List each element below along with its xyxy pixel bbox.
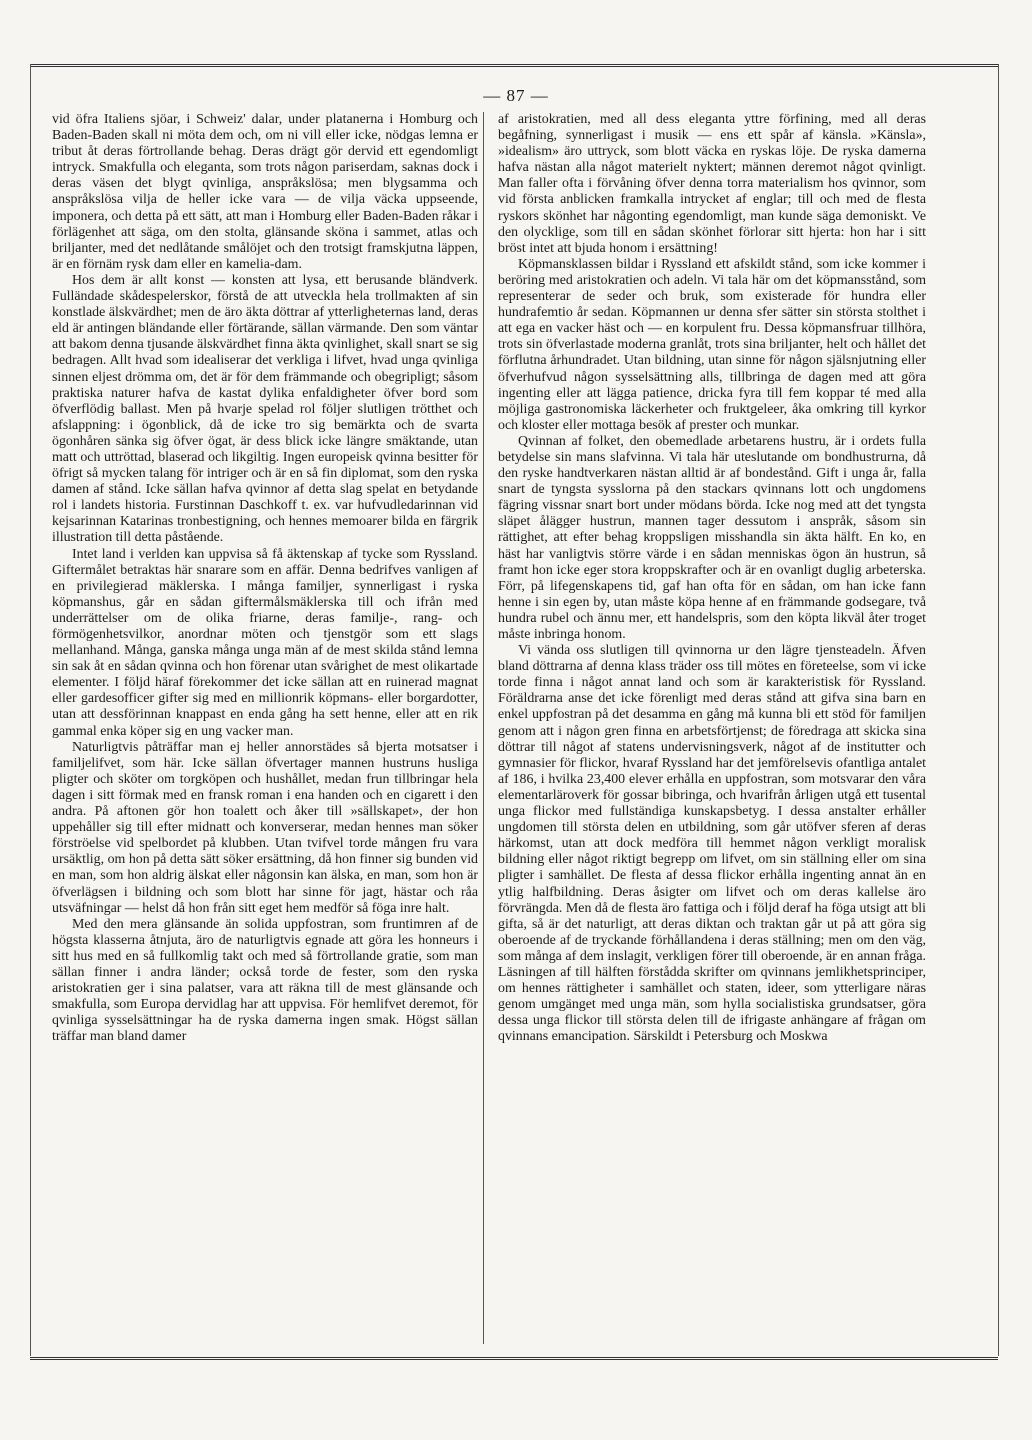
page-number: — 87 — [483, 86, 549, 105]
paragraph: Intet land i verlden kan uppvisa så få äktenskap af tycke som Ryssland. Giftermålet betraktas här snarare som en affär. Denna bedrifves vanligen af en privilegierad mäklerska. I många familjer, synnerligast i ryska köpmanshus, går en sådan giftermålsmäklerska till och ifrån med underrättelser om de olika friarne, deras familje-, rang- och förmögenhetsvilkor, anordnar möten och tjenstgör som ett slags mellanhand. Många, ganska många unga män af de mest skilda stånd lemna sin sak åt en sådan qvinna och hon förenar utan svårighet de mest olikartade elementer. I följd häraf förekommer det icke sällan att en ruinerad magnat eller gardesofficer gifter sig med en millionrik köpmans- eller borgardotter, utan att dessförinnan knappast en enda gång ha sett henne, eller att en rik gammal enka köper sig en ung vacker man. [52, 546, 478, 739]
left-border-rule [30, 64, 31, 1356]
paragraph: Köpmansklassen bildar i Ryssland ett afskildt stånd, som icke kommer i beröring med aristokratien och adeln. Vi tala här om det köpmansstånd, som representerar de seder och bruk, som existerade för hundra eller hundrafemtio år sedan. Köpmannen ur denna sfer sätter sin största stolthet i att ega en vacker häst och — en korpulent fru. Dessa köpmansfruar tillhöra, trots sin öfverlastade moderna granlåt, trots sina briljanter, helt och hållet det förflutna århundradet. Utan bildning, utan sinne för någon själsnjutning eller öfverhufvud någon sysselsättning alls, tillbringa de dagen med att göra ingenting eller att lägga patience, dricka fyra till fem koppar té med alla möjliga gastronomiska läckerheter och fruktgeleer, åka omkring till kyrkor och kloster eller mottaga besök af prester och munkar. [498, 256, 926, 433]
right-border-rule [998, 64, 999, 1356]
paragraph: Naturligtvis påträffar man ej heller annorstädes så bjerta motsatser i familjelifvet, som här. Icke sällan öfvertager mannen hustruns husliga pligter och sköter om torgköpen och hushållet, medan frun tillbringar hela dagen i sitt förmak med en fransk roman i ena handen och en cigarett i den andra. På aftonen gör hon toalett och åker till »sällskapet», der hon uppehåller sig till efter midnatt och konverserar, medan hennes man söker förströelse vid spelbordet på klubben. Utan tvifvel torde mången fru vara ursäktlig, om hon på detta sätt söker ersättning, då hon finner sig bunden vid en man, som hon aldrig älskat eller någonsin kan älska, en man, som hon är öfverlägsen i bildning och som blott har sinne för jagt, hästar och råa utsväfningar — helst då hon från sitt eget hem medför så föga inre halt. [52, 739, 478, 916]
column-divider [483, 112, 484, 1344]
paragraph: Vi vända oss slutligen till qvinnorna ur den lägre tjensteadeln. Äfven bland döttrarna af denna klass träder oss till mötes en företeelse, som vi icke torde finna i något annat land och som är karakteristisk för Ryssland. Föräldrarna anse det icke förenligt med deras stånd att gifva sina barn en enkel uppfostran på det desamma en gång må kunna bli ett stöd för familjen genom att i någon gren finna en arbetsförtjenst; de föredraga att skicka sina döttrar till något af statens undervisningsverk, något af de institutter och gymnasier för flickor, hvaraf Ryssland har det jemförelsevis ofantliga antalet af 186, i hvilka 23,400 elever erhålla en uppfostran, som motsvarar den våra elementarläroverk för gossar bibringa, och hvarifrån årligen utgå ett tusental unga flickor med fullständiga kunskapsbetyg. I dessa anstalter erhåller ungdomen till största delen en utbildning, som går utöfver sferen af deras härkomst, utan att dock medföra till hemmet någon verkligt moralisk bildning eller något riktigt begrepp om lifvet, om sin ställning eller om sina pligter i samhället. De flesta af dessa flickor erhålla ingenting annat än en ytlig halfbildning. Deras åsigter om lifvet och om deras kallelse äro förvrängda. Men då de flesta äro fattiga och i följd deraf ha föga utsigt att bli gifta, så är det naturligt, att deras diktan och traktan går ut på att göra sig oberoende af de tryckande förhållandena i deras ställning; men om den väg, som många af dem inslagit, verkligen förer till oberoende, är en annan fråga. Läsningen af till hälften förstådda skrifter om qvinnans jemlikhetsprinciper, om hennes rättigheter i samhället och staten, ideer, som ytterligare näras genom umgänget med unga män, som hylla socialistiska grundsatser, göra dessa unga flickor till största delen till de ifrigaste anhängare af frågan om qvinnans emancipation. Särskildt i Petersburg och Moskwa [498, 643, 926, 1045]
paragraph: Hos dem är allt konst — konsten att lysa, ett berusande bländverk. Fulländade skådespelerskor, förstå de att utveckla hela trollmakten af sin konstlade älskvärdhet; men de äro äkta döttrar af ytterligheternas land, deras eld är antingen bländande eller förtärande, sällan värmande. Den som väntar att bakom denna tjusande älskvärdhet finna äkta qvinlighet, skall snart se sig bedragen. Allt hvad som idealiserar det verkliga i lifvet, hvad unga qvinliga sinnen eljest drömma om, det är för dem främmande och obegripligt; såsom praktiska naturer hafva de kastat dylika enfaldigheter öfver bord som öfverflödig ballast. Men på hvarje spelad rol följer slutligen trötthet och afslappning: i ögonblick, då de icke tro sig bemärkta och de svarta ögonhåren sänka sig öfver ögat, är dess blick icke längre smäktande, utan matt och uttröttad, blaserad och likgiltig. Ingen europeisk qvinna besitter för öfrigt så mycken talang för intriger och är en så fin diplomat, som den ryska damen af stånd. Icke sällan hafva qvinnor af detta slag spelat en betydande rol i landets historia. Furstinnan Daschkoff t. ex. var hufvudledarinnan vid kejsarinnan Katarinas tronbestigning, och hennes memoarer bilda en färgrik illustration till detta påstående. [52, 272, 478, 546]
paragraph: Qvinnan af folket, den obemedlade arbetarens hustru, är i ordets fulla betydelse sin mans slafvinna. Vi tala här uteslutande om bondhustrurna, då den ryske handtverkaren nästan alltid är af bondestånd. Gift i unga år, falla snart de tyngsta sysslorna på den stackars qvinnans lott och ungdomens fägring vissnar snart bort under mödans börda. Icke nog med att det tyngsta släpet ålägger hustrun, mannen tager dessutom i anspråk, såsom sin rättighet, att efter behag kroppsligen misshandla sin äkta hälft. En ko, en häst har vanligtvis större värde i en sådan menniskas ögon än hustrun, så framt hon icke eger stora kroppskrafter och är en ovanligt duglig arbeterska. Förr, på lifegenskapens tid, gaf han ofta för en sådan, om han icke fann henne i sin egen by, utan måste köpa henne af en främmande godsegare, två hundra rubel och ännu mer, ett handelspris, som den köpta likväl åter troget måste inbringa honom. [498, 433, 926, 642]
paragraph: Med den mera glänsande än solida uppfostran, som fruntimren af de högsta klasserna åtnjuta, äro de naturligtvis egnade att göra les honneurs i sitt hus med en så fullkomlig takt och med så förtrollande gratie, som man sällan finner i andra länder; också torde de fester, som den ryska aristokratien ger i sina palatser, vara att räkna till de mest glänsande och smakfulla, som Europa dervidlag har att uppvisa. För hemlifvet deremot, för qvinliga sysselsättningar ha de ryska damerna ingen smak. Högst sällan träffar man bland damer [52, 916, 478, 1045]
paragraph: vid öfra Italiens sjöar, i Schweiz' dalar, under platanerna i Homburg och Baden-Baden skall ni möta dem och, om ni vill eller icke, nödgas lemna er tribut åt deras förtrollande behag. Deras drägt gör dervid ett egendomligt intryck. Smakfulla och eleganta, som trots någon pariserdam, saknas dock i deras väsen det blygt qvinliga, anspråkslösa; men blygsamma och anspråkslösa vilja de heller icke vara — de vilja väcka uppseende, imponera, och detta på ett sätt, att man i Homburg eller Baden-Baden råkar i förlägenhet att säga, om den stolta, glänsande sköna i sammet, atlas och briljanter, med det nedlåtande smålöjet och den trotsigt framskjutna läppen, är en förnäm rysk dam eller en kamelia-dam. [52, 112, 478, 272]
paragraph: af aristokratien, med all dess eleganta yttre förfining, med all deras begåfning, synnerligast i musik — ens ett spår af känsla. »Känsla», »idealism» äro uttryck, som blott väcka en ryskas löje. De ryska damerna hafva nästan alla något materielt nyktert; männen deremot något qvinligt. Man faller ofta i förvåning öfver denna torra materialism hos qvinnor, som vid första anblicken framkalla intrycket af englar; till och med de flesta ryskors skönhet har någonting egendomligt, man kunde säga demoniskt. Ve den olycklige, som till en sådan skönhet förlorar sitt hjerta: hon har i sitt bröst intet att bjuda honom i ersättning! [498, 112, 926, 256]
right-column [498, 112, 926, 1340]
left-column [52, 112, 478, 1340]
